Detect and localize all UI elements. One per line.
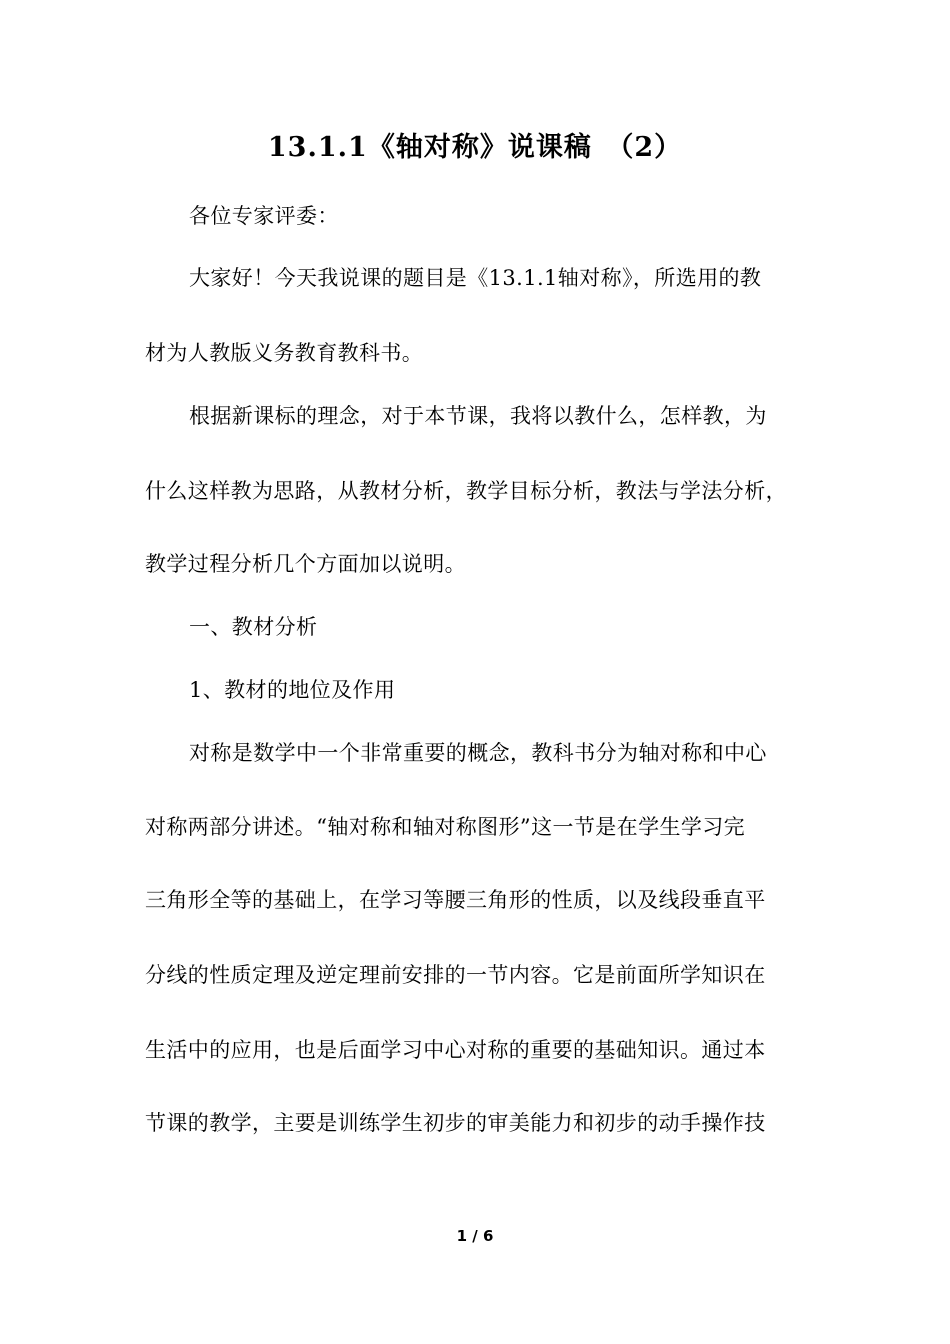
- paragraph-line: 对称两部分讲述。“轴对称和轴对称图形”这一节是在学生学习完: [145, 815, 746, 839]
- paragraph-line: 各位专家评委：: [189, 204, 339, 228]
- paragraph-line: 大家好！今天我说课的题目是《13.1.1轴对称》，所选用的教: [189, 266, 762, 290]
- subsection-heading: 1、教材的地位及作用: [189, 678, 396, 702]
- paragraph-line: 生活中的应用，也是后面学习中心对称的重要的基础知识。通过本: [145, 1038, 766, 1062]
- paragraph-line: 分线的性质定理及逆定理前安排的一节内容。它是前面所学知识在: [145, 963, 766, 987]
- page-number: 1 / 6: [456, 1227, 494, 1245]
- paragraph-line: 什么这样教为思路，从教材分析，教学目标分析，教法与学法分析，: [145, 479, 787, 503]
- paragraph-line: 对称是数学中一个非常重要的概念，教科书分为轴对称和中心: [189, 741, 767, 765]
- paragraph-line: 三角形全等的基础上，在学习等腰三角形的性质，以及线段垂直平: [145, 888, 766, 912]
- paragraph-line: 教学过程分析几个方面加以说明。: [145, 552, 466, 576]
- section-heading: 一、教材分析: [189, 615, 318, 639]
- document-title: 13.1.1《轴对称》说课稿 （2）: [267, 132, 683, 163]
- paragraph-line: 材为人教版义务教育教科书。: [145, 341, 424, 365]
- paragraph-line: 节课的教学，主要是训练学生初步的审美能力和初步的动手操作技: [145, 1111, 766, 1135]
- paragraph-line: 根据新课标的理念，对于本节课，我将以教什么，怎样教，为: [189, 404, 767, 428]
